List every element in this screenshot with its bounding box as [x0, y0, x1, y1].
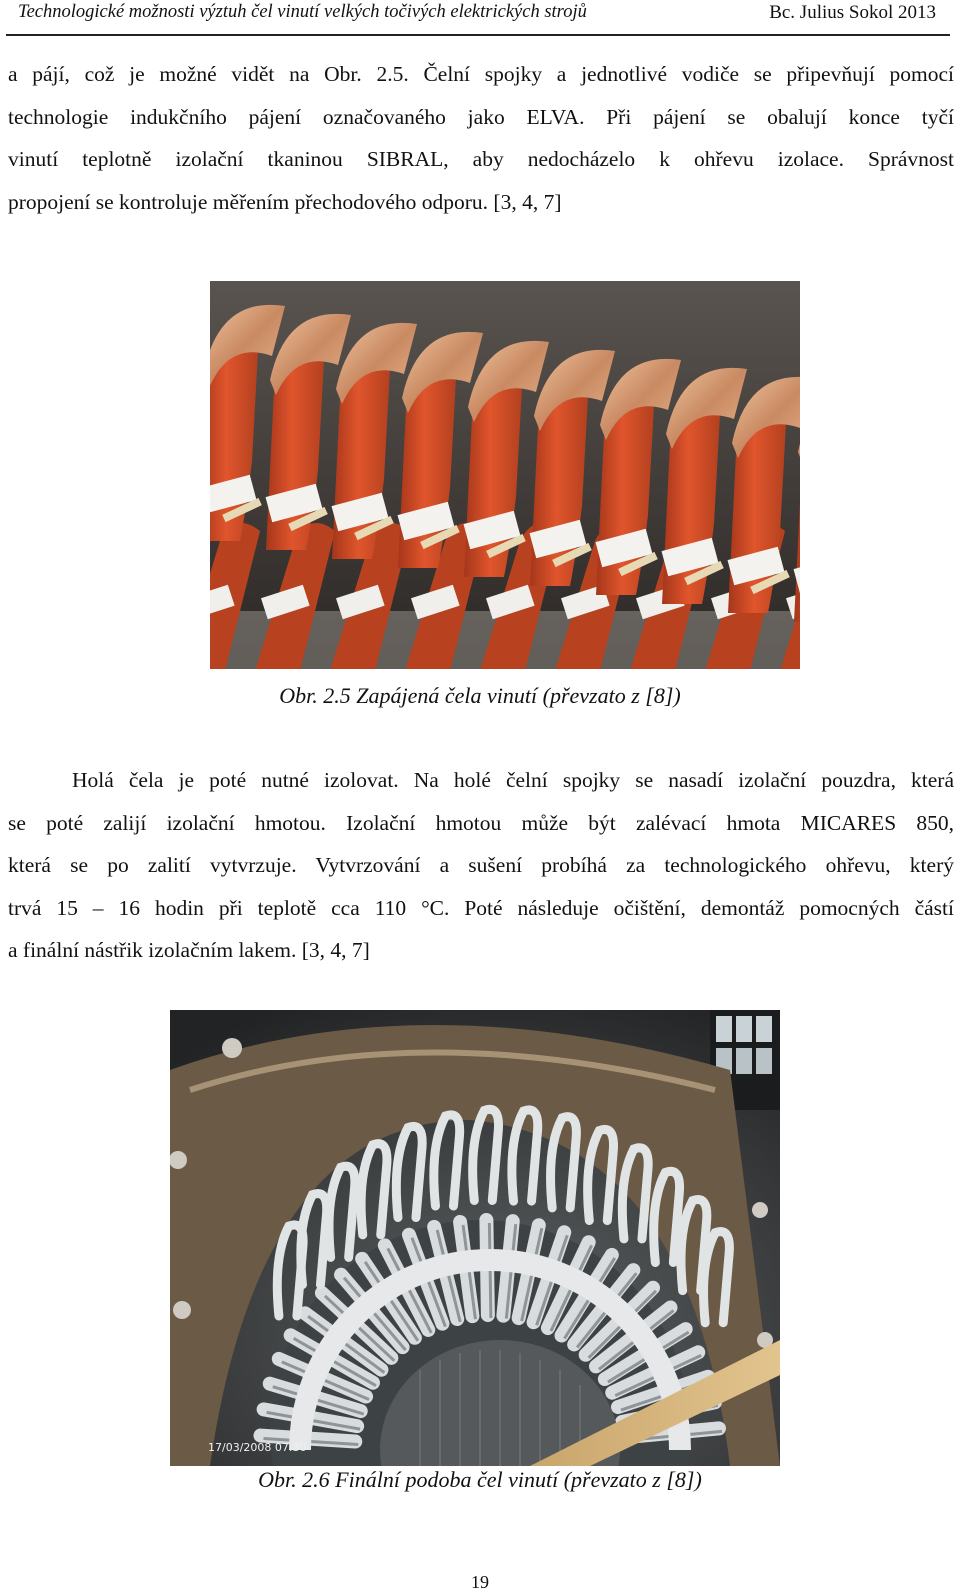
running-header	[6, 0, 950, 36]
paragraph-line: a finální nástřik izolačním lakem. [3, 4, 7]	[8, 938, 370, 963]
header-author-year: Bc. Julius Sokol 2013	[769, 2, 936, 23]
photo-soldered-winding-ends	[210, 281, 800, 669]
paragraph-line: propojení se kontroluje měřením přechodového odporu. [3, 4, 7]	[8, 189, 562, 214]
paragraph-line: se poté zalijí izolační hmotou. Izolační hmotou může být zalévací hmota MICARES 850,	[8, 810, 954, 835]
header-title: Technologické možnosti výztuh čel vinutí velkých točivých elektrických strojů	[18, 2, 587, 22]
paragraph-soldering	[8, 53, 954, 223]
paragraph-insulation	[8, 759, 954, 972]
figure-soldered-winding-ends	[210, 281, 800, 669]
figure-caption: Obr. 2.5 Zapájená čela vinutí (převzato z [8])	[279, 683, 681, 708]
paragraph-line: technologie indukčního pájení označovaného jako ELVA. Při pájení se obalují konce tyčí	[8, 104, 954, 129]
paragraph-line: která se po zalití vytvrzuje. Vytvrzování a sušení probíhá za technologického ohřevu, který	[8, 853, 954, 878]
paragraph-line: vinutí teplotně izolační tkaninou SIBRAL, aby nedocházelo k ohřevu izolace. Správnost	[8, 147, 954, 172]
paragraph-line: a pájí, což je možné vidět na Obr. 2.5. Čelní spojky a jednotlivé vodiče se připevňují pomocí	[8, 62, 954, 86]
photo-timestamp: 17/03/2008 07:30	[208, 1441, 307, 1454]
photo-final-winding-ends	[170, 1010, 780, 1466]
figure-final-winding-ends	[170, 1010, 780, 1466]
page-number: 19	[471, 1572, 489, 1592]
paragraph-line: Holá čela je poté nutné izolovat. Na holé čelní spojky se nasadí izolační pouzdra, která	[72, 768, 954, 792]
figure-caption: Obr. 2.6 Finální podoba čel vinutí (převzato z [8])	[258, 1467, 702, 1492]
paragraph-line: trvá 15 – 16 hodin při teplotě cca 110 °C. Poté následuje očištění, demontáž pomocných částí	[8, 895, 954, 920]
